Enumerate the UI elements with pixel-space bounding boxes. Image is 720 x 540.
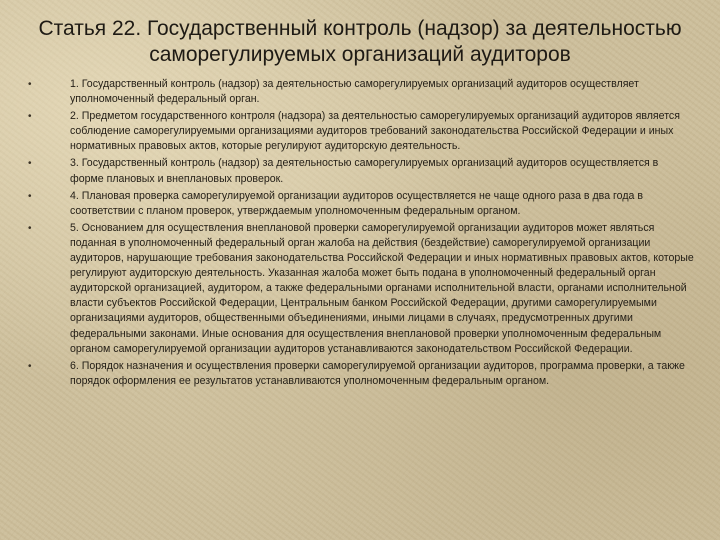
bullet-icon: • xyxy=(28,222,32,234)
list-item-text: 6. Порядок назначения и осуществления проверки саморегулируемой организации аудиторов, программа проверки, а также порядок оформления ее результатов устанавливаются уполномоченным федеральным органом. xyxy=(70,359,685,387)
slide-title: Статья 22. Государственный контроль (надзор) за деятельностью саморегулируемых организаций аудиторов xyxy=(38,17,682,66)
bullet-icon: • xyxy=(28,360,32,372)
bullet-icon: • xyxy=(28,79,32,90)
list-item-text: 2. Предметом государственного контроля (надзора) за деятельностью саморегулируемых организаций аудиторов является соблюдение саморегулируемыми организациями аудиторов требований законодательства Российской Федерации и иных нормативных правовых актов, которые регулируют аудиторскую деятельность. xyxy=(70,110,680,153)
list-item-text: 4. Плановая проверка саморегулируемой организации аудиторов осуществляется не чаще одного раза в два года в соответствии с планом проверок, утверждаемым уполномоченным федеральным органом. xyxy=(70,189,643,217)
list-item xyxy=(28,156,694,186)
bullet-icon: • xyxy=(28,190,32,202)
list-item-text: 3. Государственный контроль (надзор) за деятельностью саморегулируемых организаций аудиторов осуществляется в форме плановых и внеплановых проверок. xyxy=(70,157,659,185)
bullet-icon: • xyxy=(28,111,32,123)
bullet-icon: • xyxy=(28,158,32,170)
article-item-list xyxy=(28,77,694,391)
list-item xyxy=(28,189,694,219)
list-item-text: 1. Государственный контроль (надзор) за деятельностью саморегулируемых организаций аудиторов осуществляет уполномоченный федеральный орган. xyxy=(70,78,639,106)
list-item xyxy=(28,359,694,389)
list-item xyxy=(28,77,694,107)
list-item xyxy=(28,109,694,154)
list-item-text: 5. Основанием для осуществления внеплановой проверки саморегулируемой организации аудиторов может являться поданная в уполномоченный федеральный орган жалоба на действия (бездействие) саморегулируемой организации аудиторов, нарушающие требования законодательства Российской Федерации и иных нормативных правовых актов, которые регулируют аудиторскую деятельность. Указанная жалоба может быть подана в уполномоченный федеральный орган аудиторской организацией, аудитором, а также федеральными органами исполнительной власти, органами исполнительной власти субъектов Российской Федерации, Центральным банком Российской Федерации, другими саморегулируемыми организациями аудиторов, общественными объединениями, иными лицами в случаях, предусмотренных другими федеральными законами. Иные основания для осуществления внеплановой проверки уполномоченным федеральным органом саморегулируемой организации аудиторов устанавливаются законодательством Российской Федерации. xyxy=(70,221,694,355)
list-item xyxy=(28,221,694,357)
